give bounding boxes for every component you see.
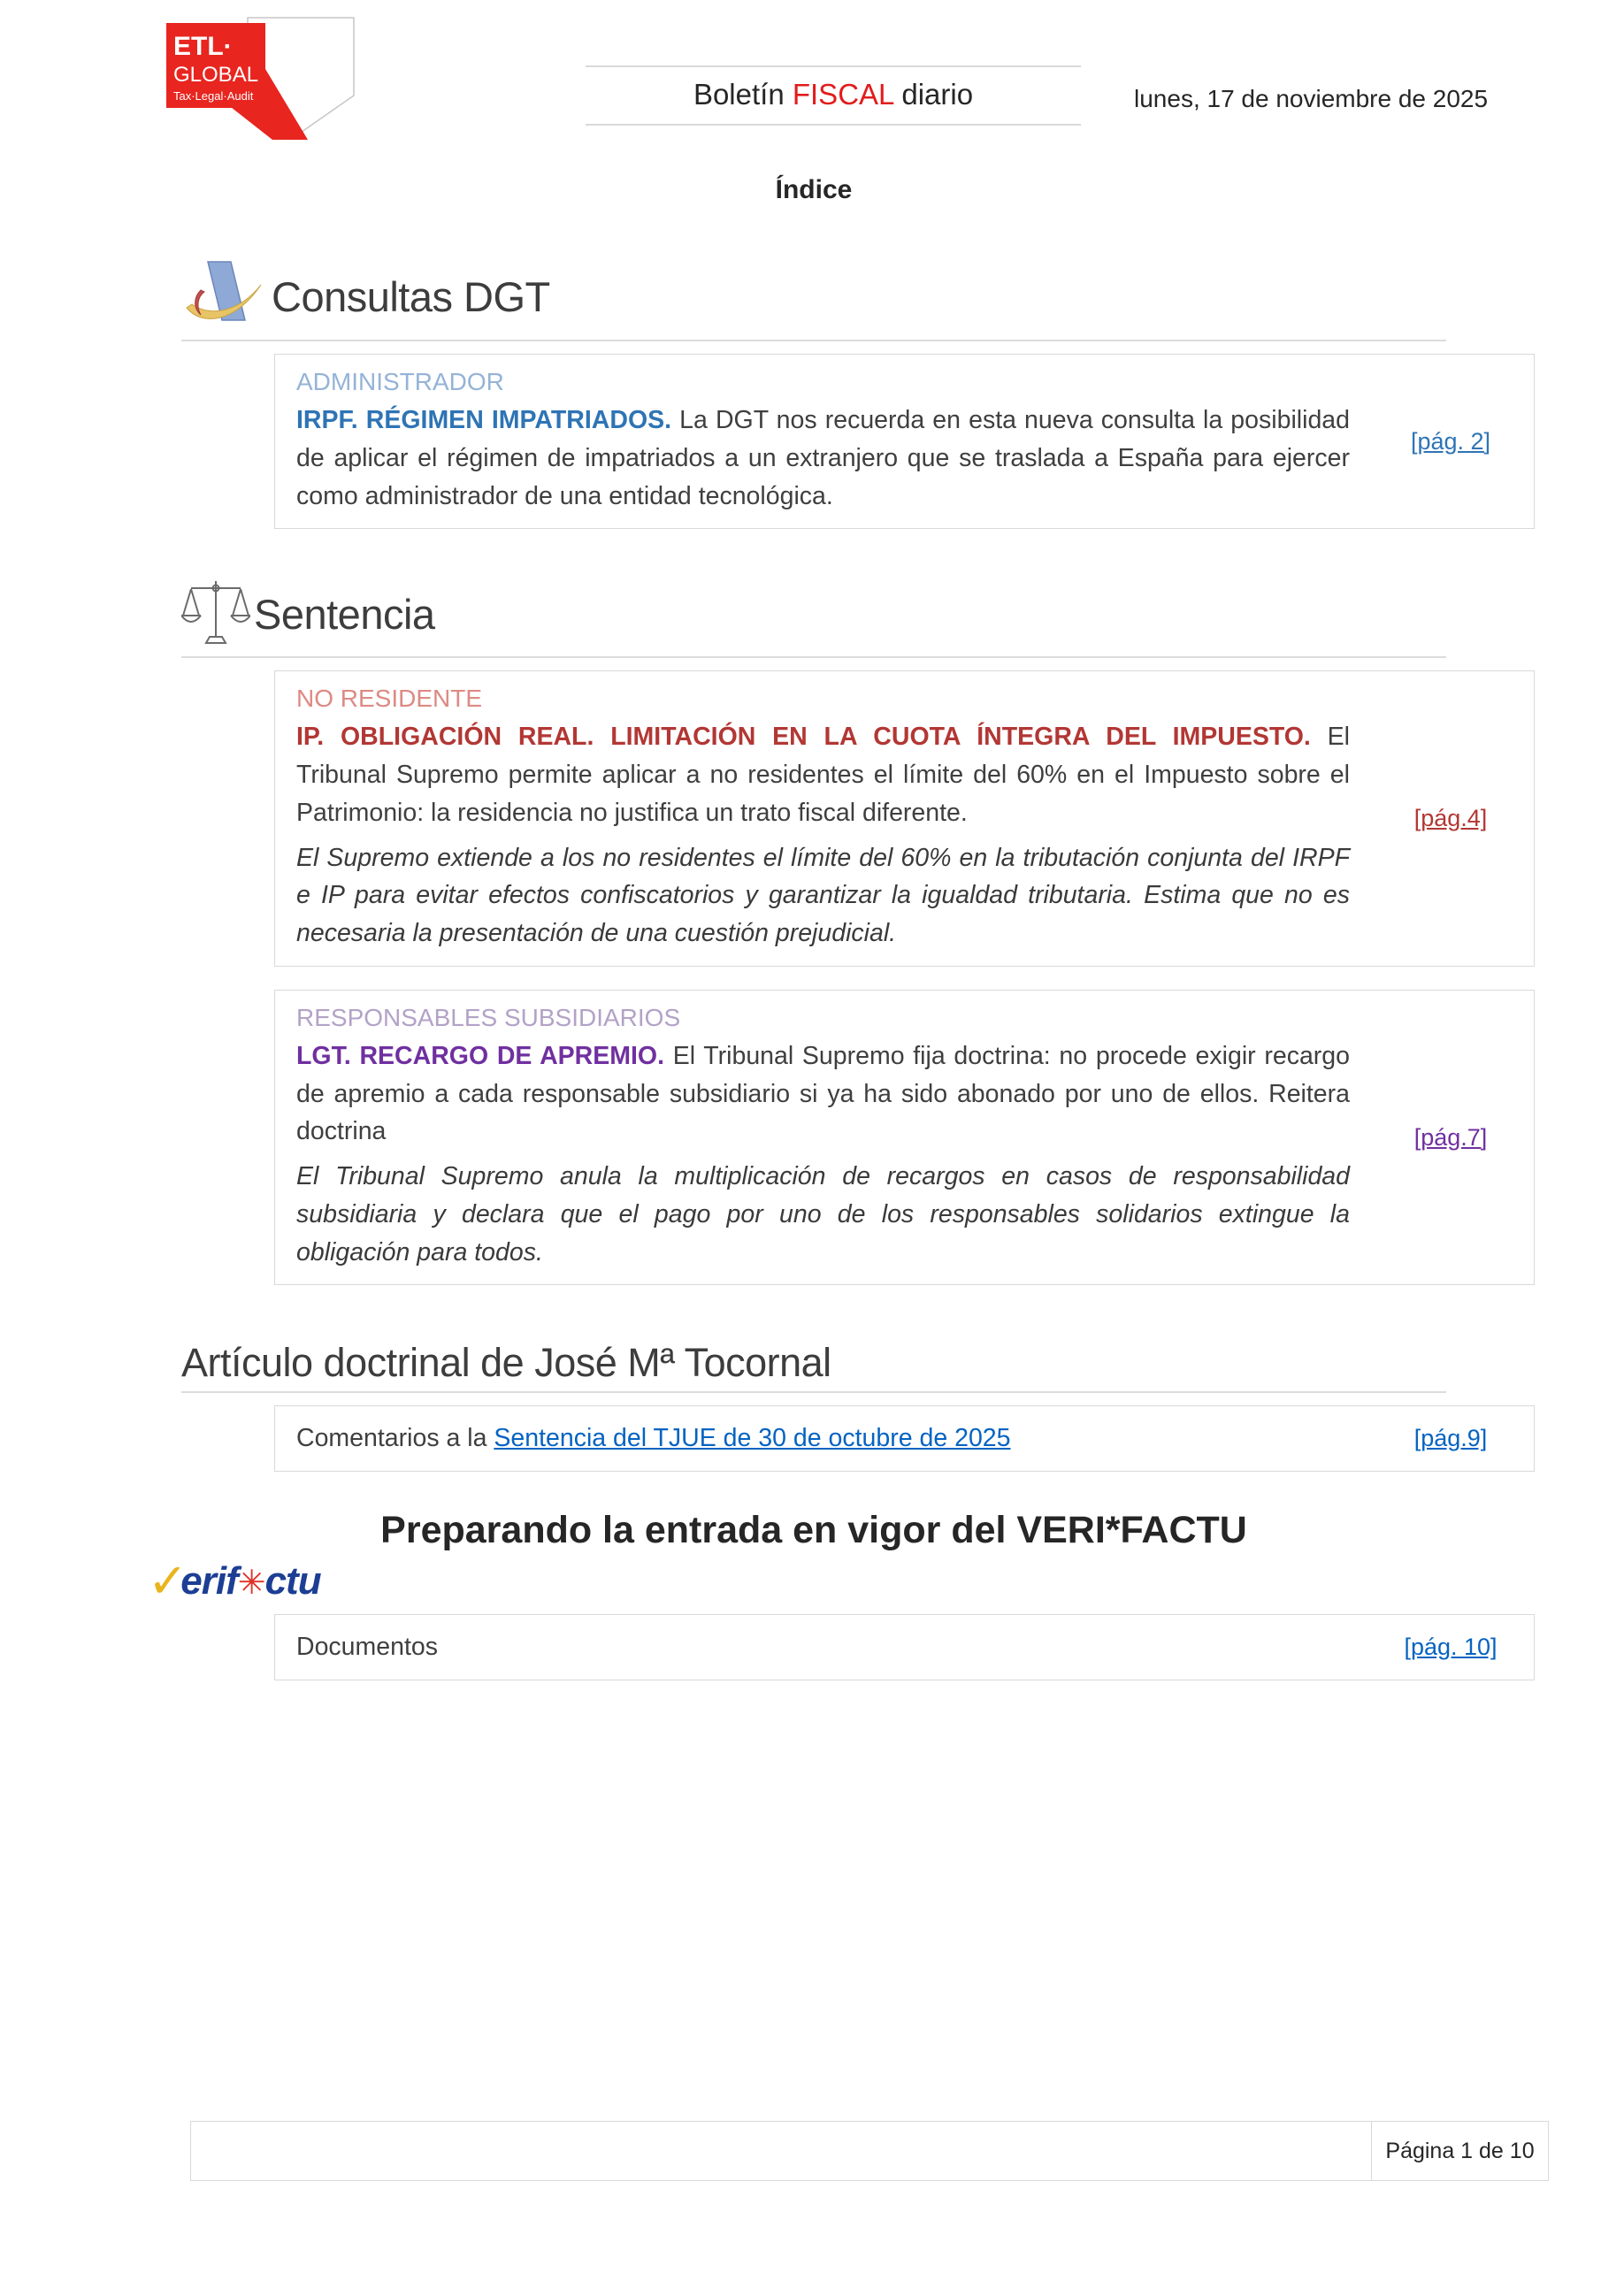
section-rule — [181, 656, 1446, 658]
documentos-label: Documentos — [296, 1633, 438, 1661]
section-title-consultas: Consultas DGT — [272, 272, 550, 320]
verifactu-check-icon: ✓ — [148, 1555, 188, 1608]
documentos-entry-box — [274, 1614, 1535, 1680]
page-link-sentencia-1[interactable]: [pág.4] — [1413, 805, 1488, 831]
scales-of-justice-icon — [181, 577, 250, 651]
etl-logo-line3: Tax·Legal·Audit — [173, 89, 254, 103]
bulletin-title-pre: Boletín — [693, 78, 793, 111]
verifactu-logo — [148, 1554, 1535, 1609]
consulta-entry-lead: IRPF. RÉGIMEN IMPATRIADOS. — [296, 406, 672, 434]
sentencia-entry-body: El Tribunal Supremo fija doctrina: no procede exigir recargo de apremio a cada responsable subsidiario si ya ha sido abonado por uno de ellos. Reitera doctrina — [296, 1041, 1350, 1146]
index-title: Índice — [775, 175, 853, 204]
section-title-articulo: Artículo doctrinal de José Mª Tocornal — [181, 1340, 831, 1386]
page-footer — [190, 2121, 1549, 2181]
section-title-verifactu: Preparando la entrada en vigor del VERI*FACTU — [380, 1509, 1247, 1551]
section-rule — [181, 340, 1446, 341]
sentencia-entry-content — [296, 1004, 1373, 1272]
page-link-documentos[interactable]: [pág. 10] — [1404, 1633, 1498, 1660]
etl-logo-line1: ETL· — [173, 32, 233, 61]
articulo-entry-content — [296, 1420, 1373, 1458]
etl-global-logo — [149, 12, 363, 152]
tjue-sentence-link[interactable]: Sentencia del TJUE de 30 de octubre de 2025 — [494, 1424, 1011, 1453]
verifactu-asterisk-icon: ✳ — [237, 1565, 265, 1602]
articulo-entry-box — [274, 1405, 1535, 1472]
consulta-entry-label: ADMINISTRADOR — [296, 368, 504, 395]
sentencia-entry-lead: IP. OBLIGACIÓN REAL. LIMITACIÓN EN LA CUOTA ÍNTEGRA DEL IMPUESTO. — [296, 723, 1311, 752]
consulta-entry-body: La DGT nos recuerda en esta nueva consulta la posibilidad de aplicar el régimen de impatriados a un extranjero que se traslada a España para ejercer como administrador de una entidad tecnológica. — [296, 406, 1350, 510]
section-rule — [181, 1391, 1446, 1393]
page-link-consulta[interactable]: [pág. 2] — [1410, 427, 1491, 455]
bulletin-title-post: diario — [893, 78, 974, 111]
sentencia-entry-note: El Supremo extiende a los no residentes el límite del 60% en la tributación conjunta del IRPF e IP para evitar efectos confiscatorios y garantizar la igualdad tributaria. Estima que no es necesaria la presentación de una cuestión prejudicial. — [296, 843, 1350, 947]
page-link-sentencia-2[interactable]: [pág.7] — [1413, 1123, 1488, 1151]
sentencia-entry-body: El Tribunal Supremo permite aplicar a no residentes el límite del 60% en el Impuesto sobre el Patrimonio: la residencia no justifica un trato fiscal diferente. — [296, 723, 1350, 827]
consulta-entry-content — [296, 368, 1373, 515]
aeat-agency-logo-icon — [181, 258, 266, 334]
verifactu-logo-text-post: ctu — [264, 1559, 321, 1603]
sentencia-entry-box-1 — [274, 670, 1535, 967]
verifactu-logo-text-pre: erif — [180, 1559, 238, 1603]
documentos-entry-content — [296, 1628, 1373, 1666]
sentencia-entry-label: NO RESIDENTE — [296, 685, 483, 713]
sentencia-entry-box-2 — [274, 990, 1535, 1286]
page-link-articulo[interactable]: [pág.9] — [1413, 1425, 1488, 1452]
bulletin-title-accent: FISCAL — [792, 78, 894, 111]
consulta-entry-box — [274, 354, 1535, 529]
sentencia-entry-label: RESPONSABLES SUBSIDIARIOS — [296, 1003, 681, 1031]
bulletin-date: lunes, 17 de noviembre de 2025 — [1134, 85, 1489, 112]
section-title-sentencia: Sentencia — [254, 590, 435, 638]
etl-logo-line2: GLOBAL — [173, 63, 259, 87]
sentencia-entry-note: El Tribunal Supremo anula la multiplicación de recargos en casos de responsabilidad subsidiaria y declara que el pago por uno de los responsables solidarios extingue la obligación para todos. — [296, 1162, 1350, 1267]
footer-empty-cell — [191, 2122, 1371, 2180]
page-indicator: Página 1 de 10 — [1371, 2122, 1548, 2180]
sentencia-entry-lead: LGT. RECARGO DE APREMIO. — [296, 1041, 665, 1070]
bulletin-title — [586, 65, 1081, 126]
articulo-text: Comentarios a la — [296, 1424, 494, 1453]
section-sentencia-header — [181, 577, 1535, 651]
section-consultas-header — [181, 258, 1535, 334]
sentencia-entry-content — [296, 685, 1373, 953]
